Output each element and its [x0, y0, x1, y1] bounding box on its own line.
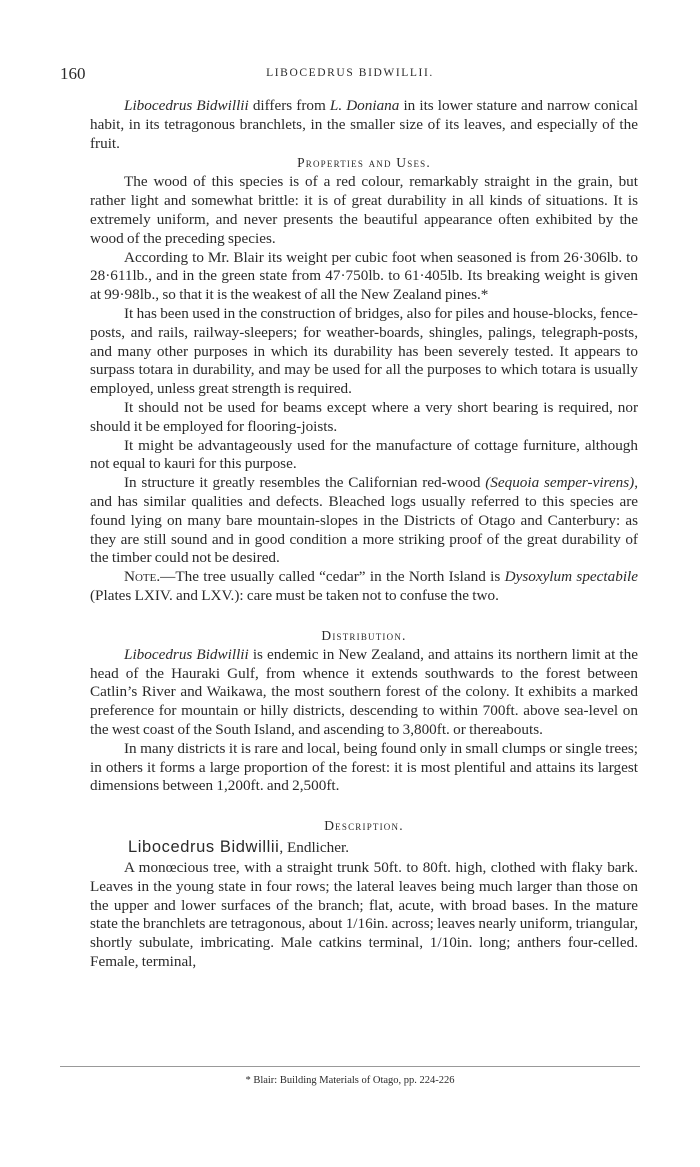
- section-heading-description: Description.: [324, 818, 404, 834]
- paragraph: It might be advantageously used for the manufacture of cottage furniture, although not equal to kauri for this purpose.: [90, 436, 638, 473]
- paragraph: According to Mr. Blair its weight per cubic foot when seasoned is from 26·306lb. to 28·611lb., and in the green state from 47·750lb. to 61·405lb. Its breaking weight is given at 99·98lb., so that it is the weakest of all the New Zealand pines.*: [90, 248, 638, 304]
- page-body: [90, 97, 638, 972]
- paragraph: The wood of this species is of a red colour, remarkably straight in the grain, but rather light and somewhat brittle: it is of great durability in all kinds of situations. It is extremely uniform, and never presents the beautiful appearance often exhibited by the wood of the preceding species.: [90, 173, 638, 247]
- section-heading-distribution: Distribution.: [321, 627, 407, 643]
- note-label: Note.: [124, 568, 161, 586]
- species-name: L. Doniana: [329, 97, 400, 114]
- footnote-divider: [60, 1066, 640, 1067]
- page-header: [60, 64, 640, 84]
- species-title: [90, 836, 638, 859]
- running-head: LIBOCEDRUS BIDWILLII.: [266, 67, 434, 79]
- paragraph: It has been used in the construction of bridges, also for piles and house-blocks, fence-posts, and rails, railway-sleepers; for weather-boards, shingles, palings, telegraph-posts, and many other purposes in which its durability has been severely tested. It appears to surpass totara in durability, and may be used for all the purposes to which totara is usually employed, unless great strength is required.: [90, 304, 638, 398]
- species-name: Libocedrus Bidwillii: [124, 645, 249, 663]
- paragraph: Libocedrus Bidwillii is endemic in New Zealand, and attains its northern limit at the head of the Hauraki Gulf, from whence it extends southwards to the forest between Catlin’s River and Waikawa, the most southern forest of the colony. It exhibits a marked preference for mountain or hilly districts, descending to within 700ft. above sea-level on the west coast of the South Island, and ascending to 3,800ft. or thereabouts.: [90, 645, 638, 738]
- species-title-name: Libocedrus Bidwillii: [128, 838, 280, 857]
- species-name: Dysoxylum spectabile: [504, 568, 638, 586]
- note-paragraph: Note.—The tree usually called “cedar” in the North Island is Dysoxylum spectabile (Plates LXIV. and LXV.): care must be taken not to confuse the two.: [90, 568, 638, 604]
- section-heading-properties: Properties and Uses.: [297, 155, 431, 171]
- page-number: 160: [60, 64, 86, 83]
- paragraph: A monœcious tree, with a straight trunk 50ft. to 80ft. high, clothed with flaky bark. Leaves in the young state in four rows; the lateral leaves being much larger than those on the upper and lower surfaces of the branch; flat, acute, with broad bases. In the mature state the branchlets are tetragonous, about 1/16in. across; leaves nearly uniform, triangular, shortly subulate, imbricating. Male catkins terminal, 1/10in. long; anthers four-celled. Female, terminal,: [90, 859, 638, 971]
- species-name: Libocedrus Bidwillii: [124, 97, 249, 114]
- species-name: (Sequoia semper-virens): [485, 474, 635, 492]
- species-author: , Endlicher.: [279, 839, 349, 857]
- paragraph: In structure it greatly resembles the Californian red-wood (Sequoia semper-virens), and has similar qualities and defects. Bleached logs usually referred to this species are found lying on many bare mountain-slopes in the Districts of Otago and Canterbury: as they are still sound and in good condition a more striking proof of the great durability of the timber could not be desired.: [90, 474, 639, 567]
- intro-paragraph: Libocedrus Bidwillii differs from L. Doniana in its lower stature and narrow conical habit, in its tetragonous branchlets, in the smaller size of its leaves, and especially of the fruit.: [90, 97, 638, 152]
- paragraph: In many districts it is rare and local, being found only in small clumps or single trees; in others it forms a large proportion of the forest: it is most plentiful and attains its largest dimensions between 1,200ft. and 2,500ft.: [90, 739, 638, 795]
- footnote: * Blair: Building Materials of Otago, pp. 224-226: [245, 1075, 455, 1086]
- paragraph: It should not be used for beams except where a very short bearing is required, nor should it be employed for flooring-joists.: [90, 398, 638, 435]
